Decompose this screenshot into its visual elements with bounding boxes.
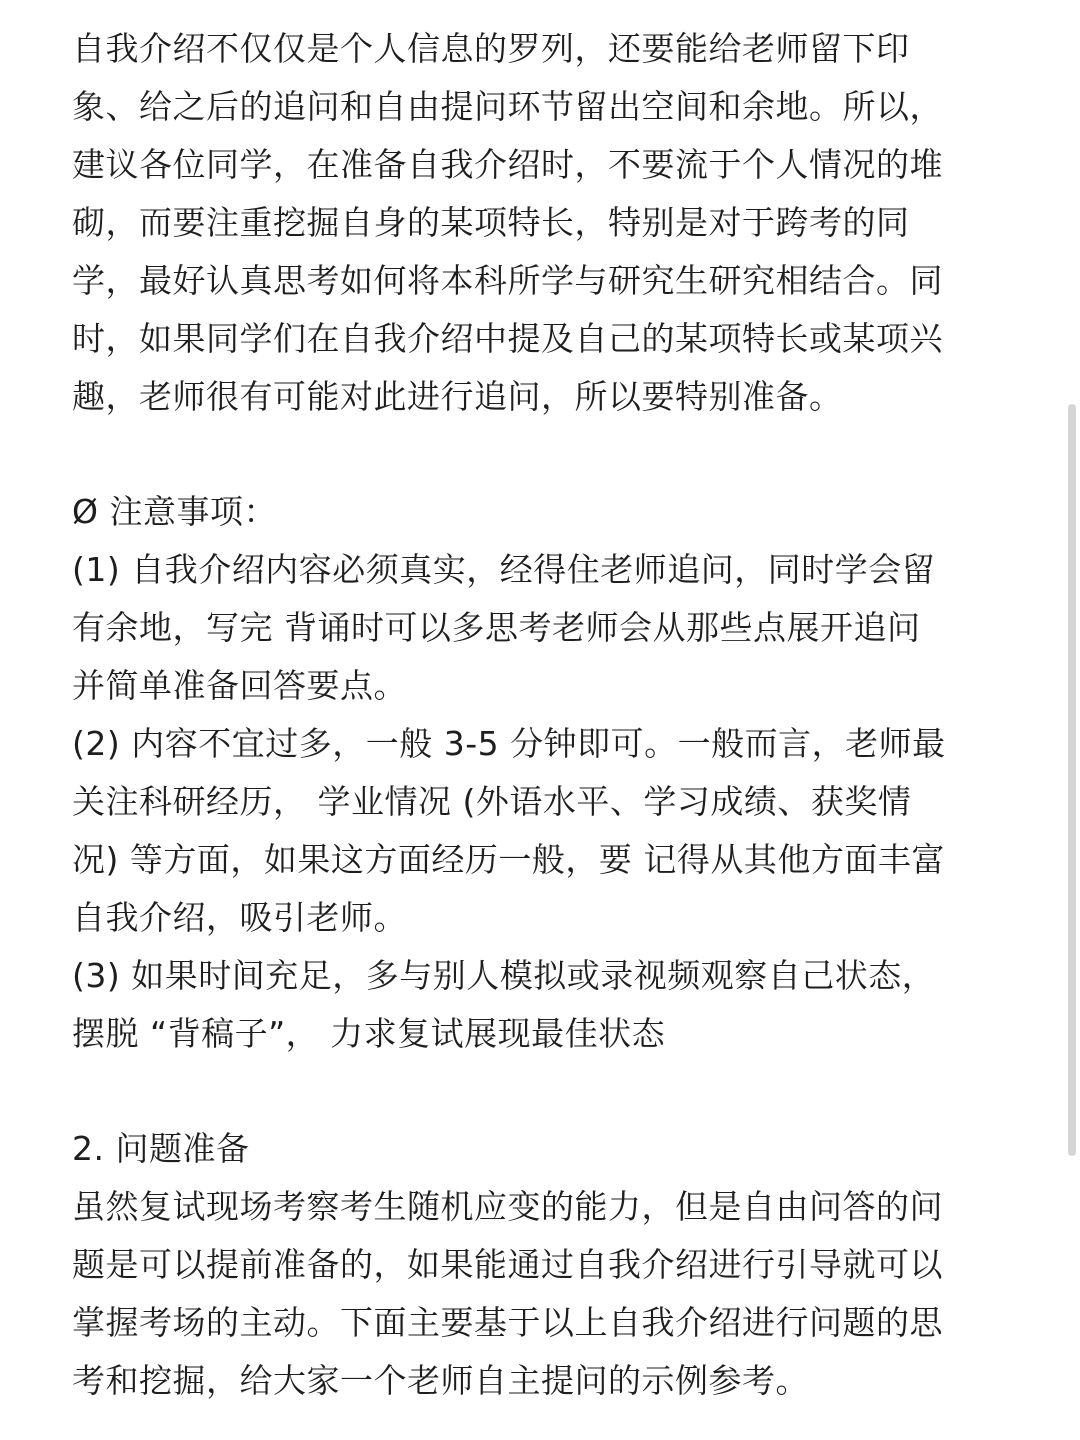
text-line: 建议各位同学，在准备自我介绍时，不要流于个人情况的堆 [72, 145, 943, 184]
text-line: 虽然复试现场考察考生随机应变的能力，但是自由问答的问 [72, 1187, 943, 1226]
text-line: 自我介绍，吸引老师。 [72, 898, 407, 937]
text-line: 时，如果同学们在自我介绍中提及自己的某项特长或某项兴 [72, 319, 943, 358]
text-line: 有余地，写完 背诵时可以多思考老师会从那些点展开追问 [72, 608, 921, 647]
section-heading: 2. 问题准备 [72, 1129, 250, 1168]
text-line: 象、给之后的追问和自由提问环节留出空间和余地。所以， [72, 87, 943, 126]
scrollbar-thumb[interactable] [1068, 404, 1076, 1156]
paragraph-gap [72, 1063, 1012, 1120]
intro-paragraph [72, 20, 1012, 426]
text-line: 砌，而要注重挖掘自身的某项特长，特别是对于跨考的同 [72, 203, 910, 242]
text-line: (1) 自我介绍内容必须真实，经得住老师追问，同时学会留 [72, 550, 936, 589]
article-body [72, 20, 1012, 1410]
note-item-1 [72, 541, 1012, 715]
text-line: 摆脱 “背稿子”， 力求复试展现最佳状态 [72, 1014, 666, 1053]
note-item-3 [72, 947, 1012, 1063]
notes-section [72, 483, 1012, 1063]
text-line: 学，最好认真思考如何将本科所学与研究生研究相结合。同 [72, 261, 943, 300]
section-question-prep [72, 1120, 1012, 1410]
text-line: 关注科研经历， 学业情况 (外语水平、学习成绩、获奖情 [72, 782, 912, 821]
text-line: (2) 内容不宜过多，一般 3-5 分钟即可。一般而言，老师最 [72, 724, 946, 763]
text-line: 题是可以提前准备的，如果能通过自我介绍进行引导就可以 [72, 1245, 943, 1284]
text-line: 考和挖掘，给大家一个老师自主提问的示例参考。 [72, 1361, 809, 1400]
note-item-2 [72, 715, 1012, 947]
text-line: 自我介绍不仅仅是个人信息的罗列，还要能给老师留下印 [72, 29, 910, 68]
text-line: 趣，老师很有可能对此进行追问，所以要特别准备。 [72, 377, 843, 416]
paragraph-gap [72, 426, 1012, 483]
text-line: 掌握考场的主动。下面主要基于以上自我介绍进行问题的思 [72, 1303, 943, 1342]
text-line: 并简单准备回答要点。 [72, 666, 407, 705]
notes-heading: Ø 注意事项： [72, 492, 277, 531]
text-line: (3) 如果时间充足，多与别人模拟或录视频观察自己状态， [72, 956, 936, 995]
text-line: 况) 等方面，如果这方面经历一般，要 记得从其他方面丰富 [72, 840, 945, 879]
